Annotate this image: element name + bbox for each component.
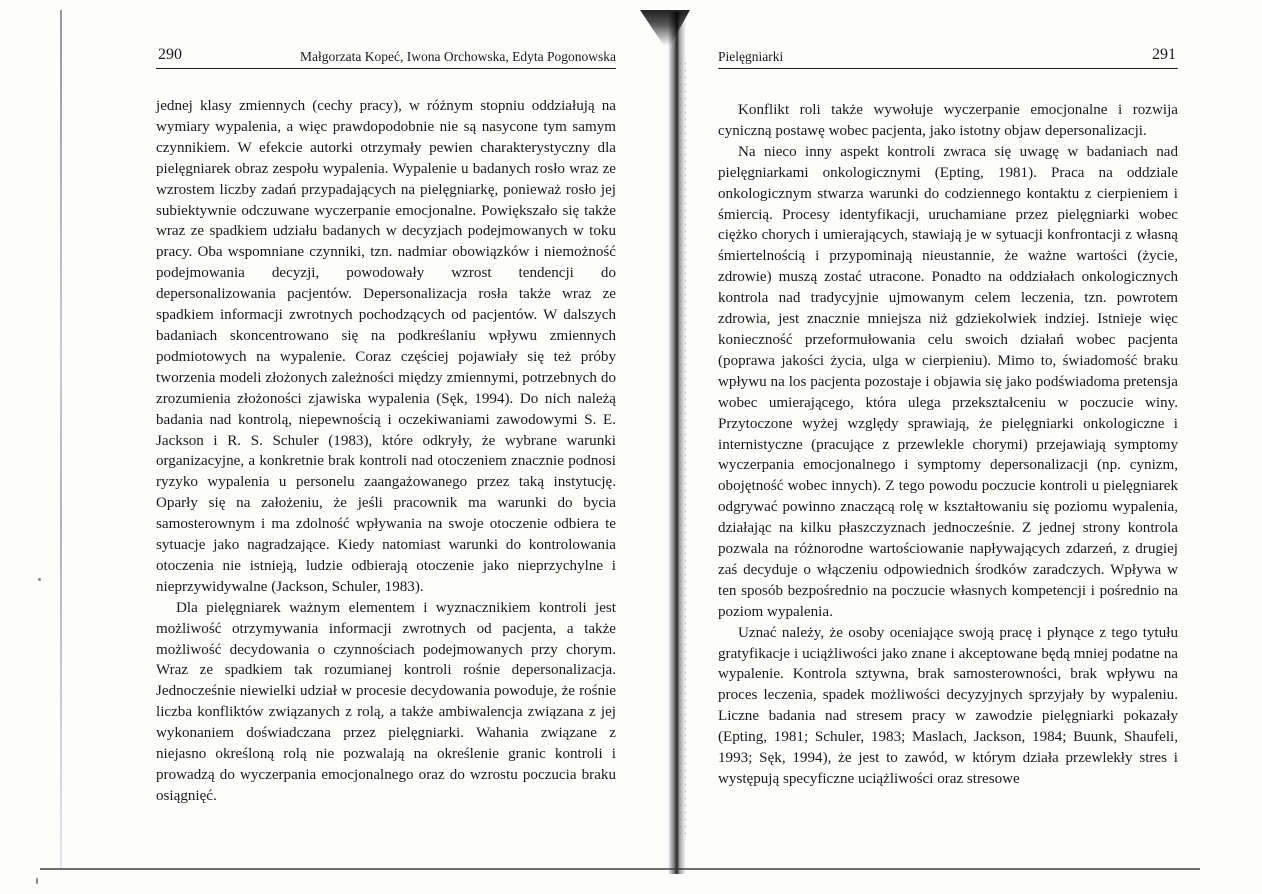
right-paragraph-2: Na nieco inny aspekt kontroli zwraca się uwagę w badaniach nad pielęgniarkami onkologicznymi (Epting, 1981). Praca na oddziale onkologicznym stwarza warunki do codziennego kontaktu z cierpieniem i śmiercią. Procesy identyfikacji, uruchamiane przez pielęgniarki wobec ciężko chorych i umierających, stawiają je w sytuacji konfrontacji z własną śmiertelnością i przypominają nieustannie, że ważne wartości (życie, zdrowie) muszą zostać utracone. Ponadto na oddziałach onkologicznych kontrola nad tradycyjnie ujmowanym celem leczenia, tzn. powrotem zdrowia, jest znacznie mniejsza niż gdziekolwiek indziej. Istnieje więc konieczność przeformułowania celu swoich działań wobec pacjenta (poprawa jakości życia, ulga w cierpieniu). Mimo to, świadomość braku wpływu na los pacjenta pozostaje i objawia się jako podświadoma pretensja wobec umierającego, która ulega przekształceniu w poczucie winy. Przytoczone wyżej względy sprawiają, że pielęgniarki onkologiczne i internistyczne (pracujące z przewlekle chorymi) przejawiają symptomy wyczerpania emocjonalnego i symptomy depersonalizacji (np. cynizm, obojętność wobec innych). Z tego powodu poczucie kontroli u pielęgniarek odgrywać powinno znaczącą rolę w kształtowaniu się poziomu wypalenia, działając na kilku płaszczyznach jednocześnie. Z jednej strony kontrola pozwala na różnorodne wartościowanie napływających zdarzeń, z drugiej zaś decyduje o włączeniu odpowiednich środków zaradczych. Wpływa w ten sposób bezpośrednio na poczucie własnych kompetencji i pośrednio na poziom wypalenia. [718,143,1178,620]
left-page-header [156,46,616,69]
scan-bottom-edge [40,868,1200,870]
right-page-number: 291 [1152,46,1176,63]
left-page-body [156,96,616,807]
right-page [718,46,1178,790]
right-running-head: Pielęgniarki [718,49,784,64]
left-running-head: Małgorzata Kopeć, Iwona Orchowska, Edyta Pogonowska [299,49,616,64]
gutter-noise [678,60,688,840]
scan-speck [36,878,38,884]
left-page [156,46,616,807]
left-paragraph-1: jednej klasy zmiennych (cechy pracy), w różnym stopniu oddziałują na wymiary wypalenia, a więc prawdopodobnie nie są nasycone tym samym czynnikiem. W efekcie autorki otrzymały pewien charakterystyczny dla pielęgniarek obraz zespołu wypalenia. Wypalenie u badanych rosło wraz ze wzrostem liczby zadań przypadających na pielęgniarkę, ponieważ rosło jej subiektywnie odczuwane wyczerpanie emocjonalne. Powiększało się także wraz ze spadkiem udziału badanych w decyzjach podejmowanych w toku pracy. Oba wspomniane czynniki, tzn. nadmiar obowiązków i niemożność podejmowania decyzji, powodowały wzrost tendencji do depersonalizowania pacjentów. Depersonalizacja rosła także wraz ze spadkiem informacji zwrotnych pochodzących od pacjentów. W dalszych badaniach skoncentrowano się na podkreślaniu wpływu zmiennych podmiotowych na wypalenie. Coraz częściej pojawiały się też próby tworzenia modeli złożonych zależności między zmiennymi, potrzebnych do zrozumienia złożoności zjawiska wypalenia (Sęk, 1994). Do nich należą badania nad kontrolą, niepewnością i oczekiwaniami zawodowymi S. E. Jackson i R. S. Schuler (1983), które odkryły, że wybrane warunki organizacyjne, a konkretnie brak kontroli nad otoczeniem znacznie podnosi ryzyko wypalenia u personelu zaangażowanego przez taką instytucję. Oparły się na założeniu, że jeśli pracownik ma warunki do bycia samosterownym i ma zdolność wpływania na swoje otoczenie odbiera te sytuacje jako nagradzające. Kiedy natomiast warunki do kontrolowania otoczenia nie istnieją, ludzie odbierają otoczenie jako nieprzychylne i nieprzywidywalne (Jackson, Schuler, 1983). [156,98,616,595]
left-page-number: 290 [158,46,182,63]
left-paragraph-2: Dla pielęgniarek ważnym elementem i wyznacznikiem kontroli jest możliwość otrzymywania informacji zwrotnych od pacjenta, a także możliwość decydowania o czynnościach podejmowanych przy chorym. Wraz ze spadkiem tak rozumianej kontroli rośnie depersonalizacja. Jednocześnie niewielki udział w procesie decydowania powoduje, że rośnie liczba konfliktów związanych z rolą, a także ambiwalencja związana z jej wykonaniem doświadczana przez pielęgniarki. Wahania związane z niejasno określoną rolą nie pozwalają na określenie granic kontroli i prowadzą do wyczerpania emocjonalnego oraz do wzrostu poczucia braku osiągnięć. [156,599,616,804]
right-page-header [718,46,1178,69]
scan-speck [38,578,41,581]
right-paragraph-1: Konflikt roli także wywołuje wyczerpanie emocjonalne i rozwija cyniczną postawę wobec pacjenta, jako istotny objaw depersonalizacji. [718,102,1178,139]
right-paragraph-3: Uznać należy, że osoby oceniające swoją pracę i płynące z tego tytułu gratyfikacje i uciążliwości jako znane i akceptowane będą mniej podatne na wypalenie. Kontrola sztywna, brak samosterowności, brak wpływu na proces leczenia, spadek możliwości decyzyjnych sprzyjały by wypaleniu. Liczne badania nad stresem pracy w zawodzie pielęgniarki pokazały (Epting, 1981; Schuler, 1983; Maslach, Jackson, 1984; Buunk, Shaufeli, 1993; Sęk, 1994), że jest to zawód, w którym działa przewlekły stres i występują specyficzne uciążliwości oraz stresowe [718,624,1178,787]
right-page-body [718,100,1178,790]
scan-left-edge [60,10,62,870]
